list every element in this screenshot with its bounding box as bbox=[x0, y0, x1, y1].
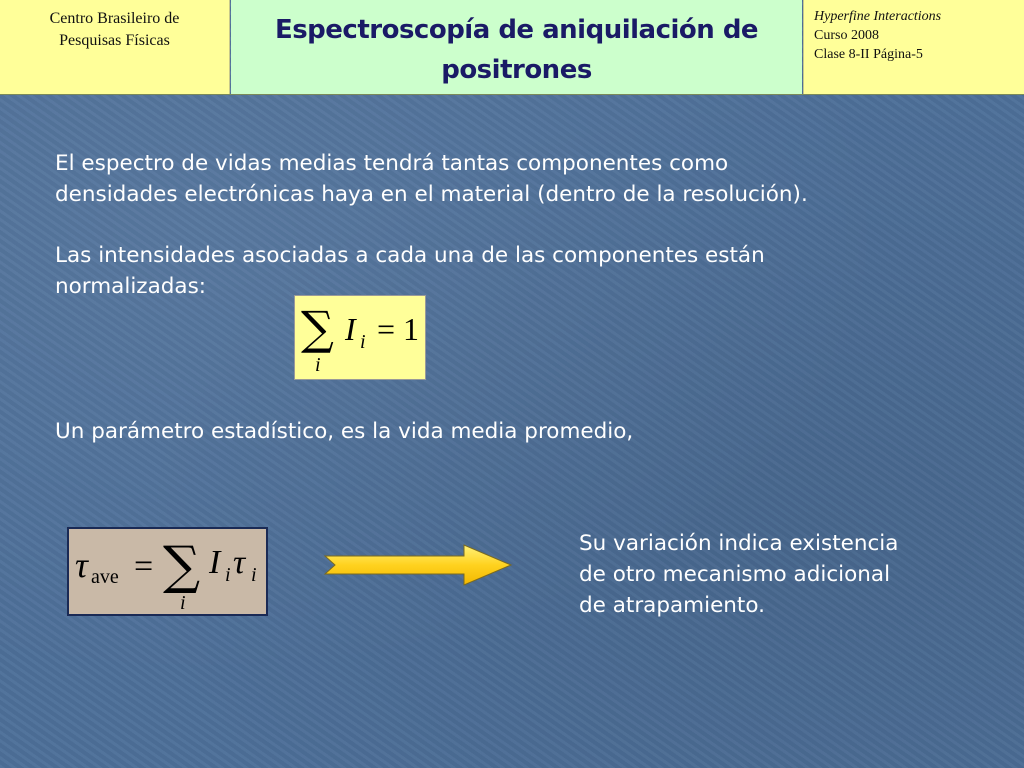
tau-i-subscript: i bbox=[251, 564, 257, 586]
equals-sign: = bbox=[134, 548, 154, 585]
institution-box bbox=[0, 0, 230, 94]
paragraph-average-lifetime: Un parámetro estadístico, es la vida media promedio, bbox=[55, 419, 634, 444]
institution-line-1: Centro Brasileiro de bbox=[49, 10, 180, 27]
intensity-symbol: I bbox=[345, 311, 356, 347]
slide-title-line-1: Espectroscopía de aniquilación de bbox=[274, 15, 759, 45]
intensity-subscript: i bbox=[225, 564, 231, 586]
tau-symbol: τ bbox=[75, 545, 88, 585]
average-lifetime-equation bbox=[67, 527, 268, 616]
sum-index: i bbox=[315, 354, 321, 376]
sum-symbol: ∑ bbox=[163, 536, 201, 596]
paragraph-line: densidades electrónicas haya en el material (dentro de la resolución). bbox=[55, 182, 808, 207]
slide-title-line-2: positrones bbox=[441, 55, 592, 85]
tau-subscript-ave: ave bbox=[91, 566, 119, 588]
course-year: Curso 2008 bbox=[814, 28, 879, 43]
paragraph-lifetime-spectrum bbox=[55, 148, 995, 210]
paragraph-intensities bbox=[55, 240, 995, 302]
slide-title bbox=[231, 0, 802, 94]
paragraph-variation-meaning bbox=[579, 528, 989, 621]
paragraph-line: normalizadas: bbox=[55, 274, 207, 299]
paragraph-line: Su variación indica existencia bbox=[579, 531, 899, 556]
tau-i-symbol: τ bbox=[233, 544, 246, 581]
course-info-box bbox=[803, 0, 1024, 94]
institution-line-2: Pesquisas Físicas bbox=[59, 32, 170, 49]
course-name: Hyperfine Interactions bbox=[814, 9, 942, 24]
sum-index: i bbox=[180, 592, 186, 614]
equals-one: = 1 bbox=[377, 311, 420, 347]
intensity-subscript: i bbox=[360, 331, 366, 353]
normalization-equation bbox=[294, 295, 426, 380]
paragraph-line: El espectro de vidas medias tendrá tantas componentes como bbox=[55, 151, 729, 176]
paragraph-line: de atrapamiento. bbox=[579, 593, 765, 618]
paragraph-line: de otro mecanismo adicional bbox=[579, 562, 891, 587]
course-page: Clase 8-II Página-5 bbox=[814, 47, 923, 62]
slide-header bbox=[0, 0, 1024, 95]
intensity-symbol: I bbox=[209, 544, 221, 581]
right-arrow-icon bbox=[322, 543, 514, 587]
paragraph-line: Las intensidades asociadas a cada una de las componentes están bbox=[55, 243, 765, 268]
sum-symbol: ∑ bbox=[301, 301, 334, 355]
